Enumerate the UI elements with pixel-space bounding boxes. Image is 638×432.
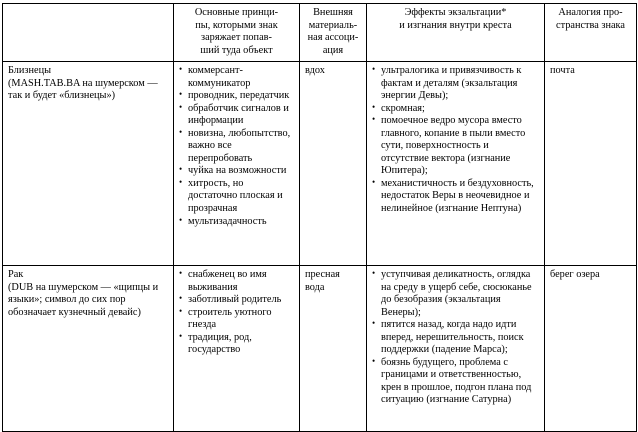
sign-title: Близнецы	[8, 65, 52, 76]
column-header-material-association	[300, 4, 367, 62]
cell-principles	[174, 266, 300, 432]
column-header-principles	[174, 4, 300, 62]
list-item: • обработчик сигналов и информации	[179, 103, 294, 128]
column-header-sign	[3, 4, 174, 62]
cell-material-association	[300, 62, 367, 266]
cell-sign-name	[3, 62, 174, 266]
space-analogy-value: почта	[550, 65, 575, 76]
space-analogy-value: берег озера	[550, 269, 600, 280]
list-item: • пятится назад, когда надо идти вперед, нерешительность, поиск поддержки (падение Марса);	[372, 319, 539, 357]
list-item: • заботливый родитель	[179, 294, 294, 307]
list-item: • уступчивая деликатность, оглядка на среду в ущерб себе, сюсюканье до безобразия (экзальтация Венеры);	[372, 269, 539, 319]
cell-principles	[174, 62, 300, 266]
list-item: • новизна, любопытство, важно все перепробовать	[179, 128, 294, 166]
cell-space-analogy	[545, 62, 637, 266]
sign-etymology: (MASH.TAB.BA на шумерском — так и будет «близнецы»)	[8, 77, 158, 102]
list-item: • скромная;	[372, 103, 539, 116]
principles-list	[179, 65, 294, 228]
cell-exaltation-effects	[367, 62, 545, 266]
list-item: • традиция, род, государство	[179, 332, 294, 357]
column-header-space-analogy-label: Аналогия про- странства знака	[556, 7, 625, 31]
material-association-value: вдох	[305, 65, 325, 76]
list-item: • чуйка на возможности	[179, 165, 294, 178]
column-header-exaltation-effects	[367, 4, 545, 62]
table-row	[3, 62, 637, 266]
cell-exaltation-effects	[367, 266, 545, 432]
list-item: • проводник, передатчик	[179, 90, 294, 103]
column-header-material-association-label: Внешняя материаль- ная ассоци- ация	[307, 7, 359, 56]
cell-space-analogy	[545, 266, 637, 432]
table-row	[3, 266, 637, 432]
list-item: • хитрость, но достаточно плоская и прозрачная	[179, 178, 294, 216]
exaltation-list	[372, 65, 539, 216]
column-header-space-analogy	[545, 4, 637, 62]
column-header-exaltation-effects-label: Эффекты экзальтации* и изгнания внутри креста	[399, 7, 512, 31]
list-item: • снабженец во имя выживания	[179, 269, 294, 294]
column-header-principles-label: Основные принци- пы, которыми знак заряжает попав- ший туда объект	[194, 7, 279, 56]
list-item: • коммерсант-коммуникатор	[179, 65, 294, 90]
list-item: • ультралогика и привязчивость к фактам и деталям (экзальтация энергии Девы);	[372, 65, 539, 103]
sign-etymology: (DUB на шумерском — «щипцы и языки»; символ до сих пор обозначает кузнечный девайс)	[8, 281, 159, 318]
cell-material-association	[300, 266, 367, 432]
list-item: • механистичность и бездуховность, недостаток Веры в неочевидное и нелинейное (изгнание Нептуна)	[372, 178, 539, 216]
list-item: • мультизадачность	[179, 216, 294, 229]
sign-title: Рак	[8, 269, 24, 280]
exaltation-list	[372, 269, 539, 407]
list-item: • боязнь будущего, проблема с границами и ответственностью, крен в прошлое, подгон плана под ситуацию (изгнание Сатурна)	[372, 357, 539, 407]
zodiac-signs-table	[2, 3, 637, 432]
principles-list	[179, 269, 294, 357]
list-item: • строитель уютного гнезда	[179, 307, 294, 332]
material-association-value: пресная вода	[305, 269, 340, 293]
table-header-row	[3, 4, 637, 62]
list-item: • помоечное ведро мусора вместо главного, копание в пыли вместо сути, поверхностность и отсутствие вектора (изгнание Юпитера);	[372, 115, 539, 178]
cell-sign-name	[3, 266, 174, 432]
